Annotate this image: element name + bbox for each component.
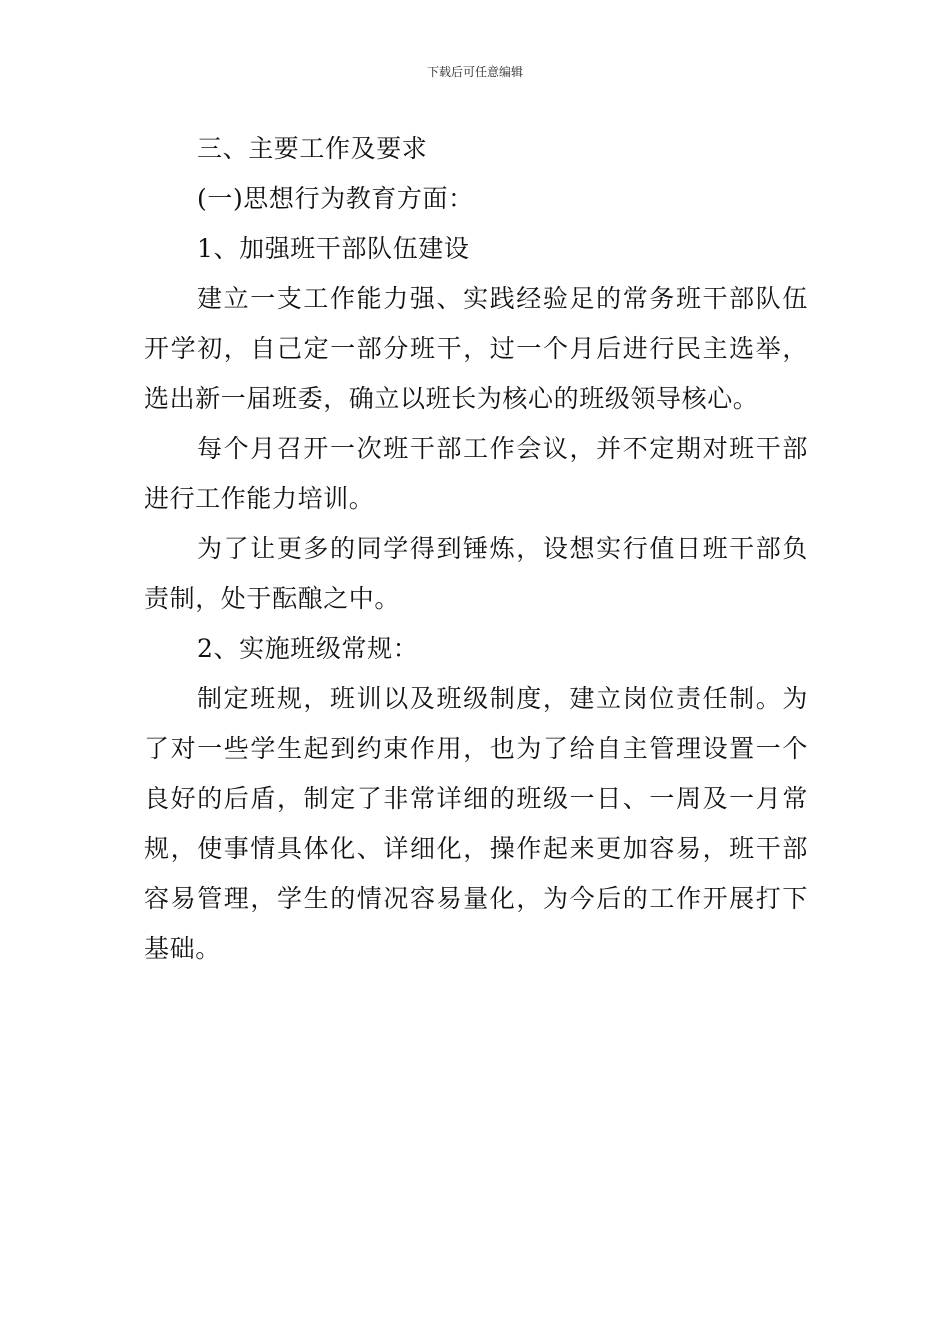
- item-heading-1: 1、加强班干部队伍建设: [197, 234, 470, 263]
- subsection-heading: (一)思想行为教育方面：: [197, 184, 474, 213]
- paragraph-4: 制定班规，班训以及班级制度，建立岗位责任制。为了对一些学生起到约束作用，也为了给自主管理设置一个良好的后盾，制定了非常详细的班级一日、一周及一月常规，使事情具体化、详细化，操作起来更加容易，班干部容易管理，学生的情况容易量化，为今后的工作开展打下基础。: [144, 684, 808, 963]
- paragraph-1: 建立一支工作能力强、实践经验足的常务班干部队伍开学初，自己定一部分班干，过一个月后进行民主选举，选出新一届班委，确立以班长为核心的班级领导核心。: [144, 284, 808, 413]
- item-heading-2: 2、实施班级常规：: [197, 634, 419, 663]
- paragraph-2: 每个月召开一次班干部工作会议，并不定期对班干部进行工作能力培训。: [144, 434, 808, 513]
- section-heading: 三、主要工作及要求: [197, 134, 428, 163]
- paragraph-3: 为了让更多的同学得到锤炼，设想实行值日班干部负责制，处于酝酿之中。: [144, 534, 808, 613]
- document-body: [144, 124, 808, 974]
- page-header-note: 下载后可任意编辑: [426, 65, 523, 79]
